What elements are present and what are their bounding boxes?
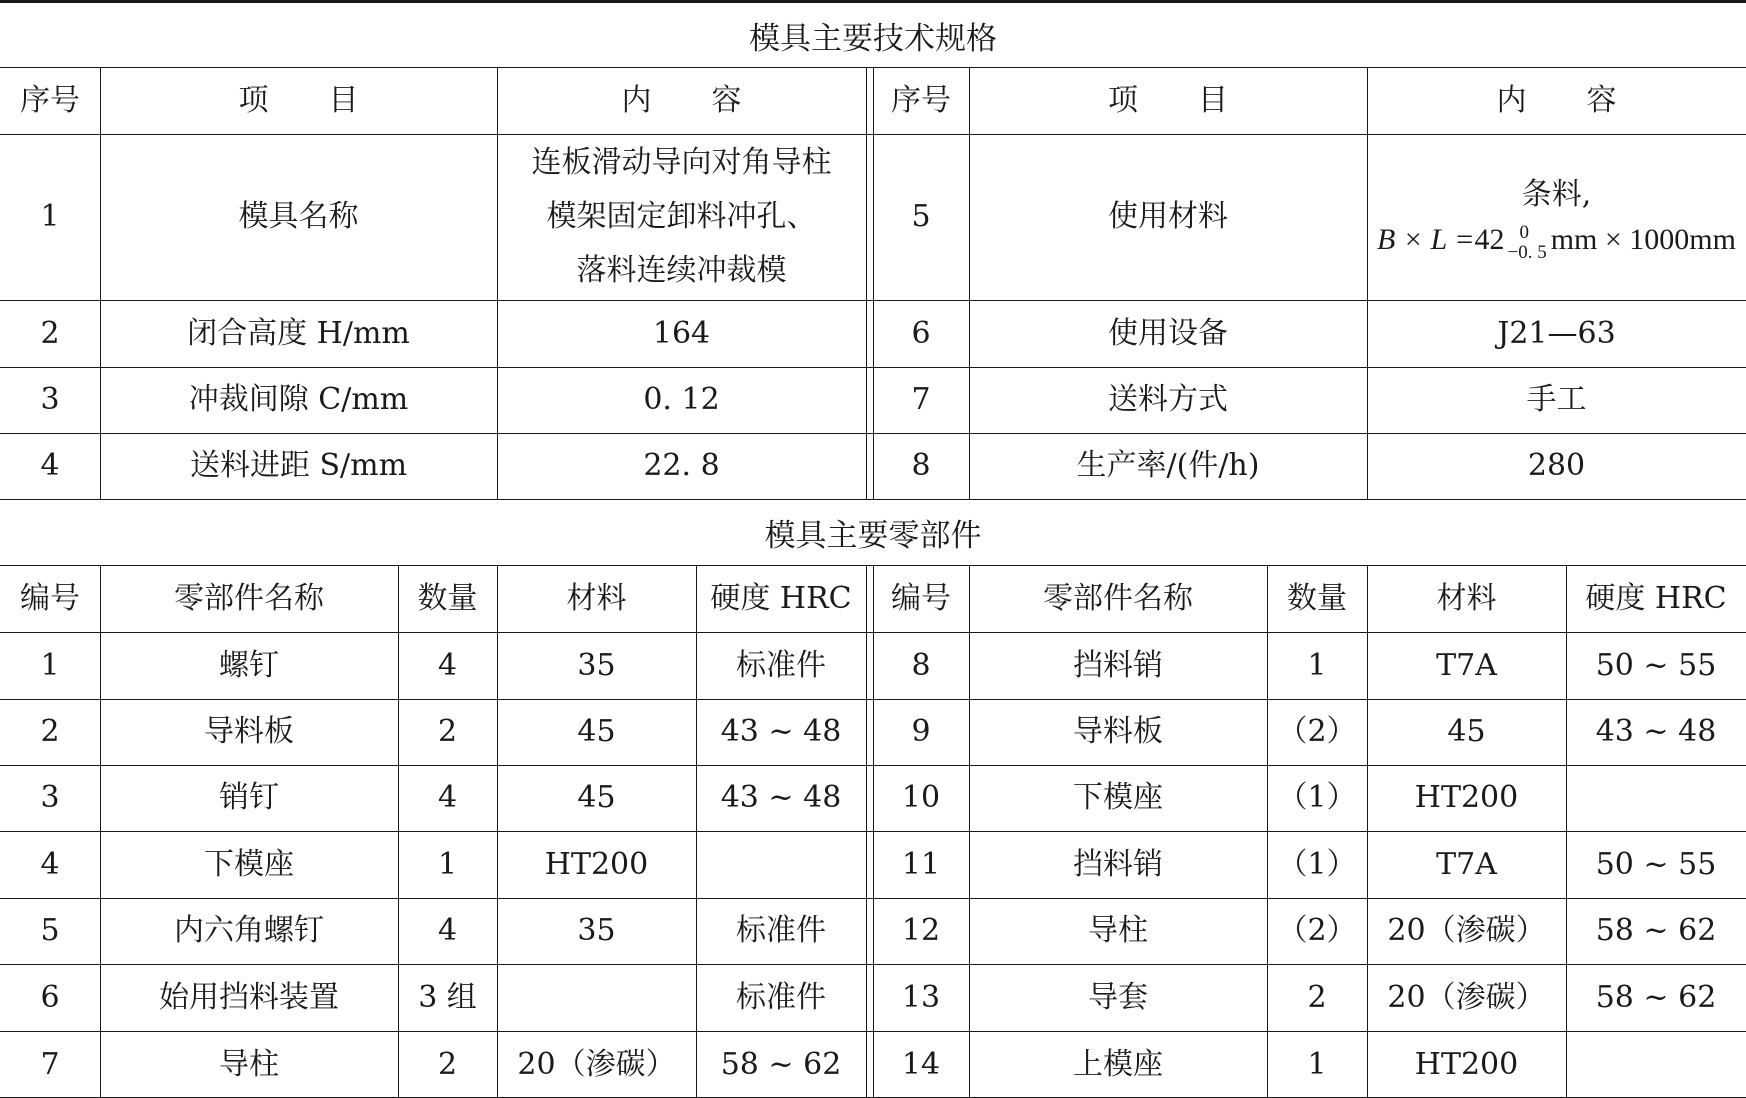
part-name: 导柱 — [219, 1046, 279, 1082]
part-qty: 1 — [1307, 1046, 1327, 1082]
strip-size-formula — [1377, 220, 1736, 263]
part-hardness: 标准件 — [736, 913, 826, 949]
part-name: 始用挡料装置 — [159, 979, 339, 1015]
spec-content-multiline — [497, 134, 866, 300]
column-divider — [969, 67, 970, 499]
spec-no: 2 — [40, 315, 60, 351]
column-divider — [497, 67, 498, 499]
part-qty: 2 — [437, 714, 458, 750]
part-material: T7A — [1436, 647, 1497, 683]
part-hardness: 标准件 — [736, 979, 826, 1015]
column-divider — [696, 565, 697, 1097]
parts-header-qty-left: 数量 — [417, 580, 478, 616]
tolerance-stack — [1507, 223, 1546, 263]
spec-content: 164 — [652, 315, 711, 351]
part-material: 20（渗碳） — [517, 1046, 676, 1082]
tolerance-upper: 0 — [1519, 221, 1529, 243]
part-no: 13 — [901, 979, 941, 1015]
parts-header-name-right: 零部件名称 — [1043, 580, 1193, 616]
spec-table-title: 模具主要技术规格 — [749, 20, 997, 57]
part-name: 导料板 — [1073, 714, 1163, 750]
part-qty: （2） — [1277, 714, 1357, 750]
part-name: 挡料销 — [1073, 846, 1163, 882]
part-no: 1 — [40, 647, 60, 683]
part-name: 内六角螺钉 — [174, 913, 324, 949]
column-divider — [1267, 565, 1268, 1097]
spec-no: 4 — [40, 448, 60, 484]
formula-lhs: B × L = — [1377, 223, 1475, 256]
part-name: 销钉 — [219, 780, 279, 816]
part-hardness: 50 ~ 55 — [1595, 647, 1717, 683]
part-material: 35 — [577, 913, 616, 949]
column-divider — [1367, 565, 1368, 1097]
part-no: 11 — [901, 846, 941, 882]
spec-header-content-right: 内 容 — [1496, 82, 1617, 118]
part-no: 9 — [911, 714, 931, 750]
material-spec-cell — [1367, 134, 1746, 300]
spec-content: 22. 8 — [643, 448, 720, 484]
part-no: 6 — [40, 979, 60, 1015]
spec-item: 使用设备 — [1108, 315, 1228, 351]
part-hardness: 58 ~ 62 — [720, 1046, 842, 1082]
part-hardness: 43 ~ 48 — [1595, 714, 1717, 750]
parts-header-hardness-left: 硬度 HRC — [710, 580, 852, 616]
parts-header-material-right: 材料 — [1436, 580, 1497, 616]
part-name: 导柱 — [1088, 913, 1148, 949]
part-name: 挡料销 — [1073, 647, 1163, 683]
tolerance-lower: −0. 5 — [1507, 241, 1547, 263]
part-hardness — [1566, 1031, 1746, 1098]
part-qty: 3 组 — [418, 979, 477, 1015]
part-name: 下模座 — [1073, 780, 1163, 816]
spec-item: 使用材料 — [1108, 199, 1228, 235]
part-name: 导套 — [1088, 979, 1148, 1015]
part-no: 3 — [40, 780, 60, 816]
spec-content: J21—63 — [1497, 315, 1616, 351]
part-no: 14 — [901, 1046, 941, 1082]
part-material: HT200 — [1414, 780, 1519, 816]
part-material: 20（渗碳） — [1387, 979, 1546, 1015]
spec-item: 生产率/(件/h) — [1076, 448, 1260, 484]
parts-header-no-right: 编号 — [891, 580, 951, 616]
spec-content: 手工 — [1526, 382, 1587, 418]
column-divider — [1566, 565, 1567, 1097]
part-no: 2 — [40, 714, 60, 750]
row-divider — [0, 499, 1746, 500]
part-hardness — [696, 831, 866, 898]
spec-no: 3 — [40, 382, 60, 418]
part-material: HT200 — [544, 846, 649, 882]
formula-rest: mm × 1000mm — [1550, 223, 1736, 256]
part-qty: （1） — [1277, 846, 1357, 882]
parts-header-hardness-right: 硬度 HRC — [1585, 580, 1727, 616]
part-hardness: 标准件 — [736, 647, 826, 683]
spec-header-no-left: 序号 — [20, 82, 80, 118]
column-divider — [866, 565, 867, 1097]
spec-header-item-left: 项 目 — [238, 82, 359, 118]
parts-header-qty-right: 数量 — [1287, 580, 1347, 616]
part-material: 20（渗碳） — [1387, 913, 1546, 949]
spec-header-content-left: 内 容 — [621, 82, 742, 118]
column-divider — [100, 67, 101, 499]
part-name: 导料板 — [204, 714, 294, 750]
column-divider — [1367, 67, 1368, 499]
part-qty: （1） — [1277, 780, 1357, 816]
spec-content: 0. 12 — [643, 382, 720, 418]
part-name: 螺钉 — [219, 647, 279, 683]
part-material: T7A — [1436, 846, 1497, 882]
part-no: 5 — [40, 913, 60, 949]
part-name: 下模座 — [204, 846, 294, 882]
parts-header-no-left: 编号 — [20, 580, 80, 616]
column-divider — [398, 565, 399, 1097]
spec-item: 送料进距 S/mm — [189, 448, 408, 484]
part-qty: 4 — [437, 647, 458, 683]
part-qty: 1 — [1307, 647, 1327, 683]
part-hardness: 43 ~ 48 — [720, 780, 842, 816]
part-no: 4 — [40, 846, 60, 882]
part-qty: 2 — [437, 1046, 458, 1082]
parts-table-title: 模具主要零部件 — [764, 517, 982, 554]
parts-header-material-left: 材料 — [566, 580, 627, 616]
formula-base: 42 — [1474, 223, 1505, 256]
part-qty: 4 — [437, 913, 458, 949]
part-qty: 2 — [1307, 979, 1327, 1015]
column-divider — [497, 565, 498, 1097]
part-no: 10 — [901, 780, 941, 816]
parts-header-name-left: 零部件名称 — [174, 580, 324, 616]
part-hardness: 58 ~ 62 — [1595, 913, 1717, 949]
column-divider — [873, 67, 874, 499]
column-divider — [873, 565, 874, 1097]
spec-item: 模具名称 — [238, 199, 359, 235]
part-material — [497, 964, 696, 1031]
part-qty: 4 — [437, 780, 458, 816]
spec-item: 送料方式 — [1108, 382, 1228, 418]
part-hardness: 43 ~ 48 — [720, 714, 842, 750]
material-label: 条料, — [1521, 176, 1592, 212]
spec-no: 8 — [911, 448, 931, 484]
spec-content-line: 落料连续冲裁模 — [576, 253, 787, 288]
spec-no: 7 — [911, 382, 931, 418]
spec-item: 冲裁间隙 C/mm — [188, 382, 409, 418]
spec-header-no-right: 序号 — [891, 82, 951, 118]
part-hardness: 50 ~ 55 — [1595, 846, 1717, 882]
part-no: 8 — [911, 647, 931, 683]
spec-no: 1 — [40, 199, 60, 235]
column-divider — [969, 565, 970, 1097]
column-divider — [100, 565, 101, 1097]
part-no: 7 — [40, 1046, 60, 1082]
spec-content-line: 模架固定卸料冲孔、 — [546, 199, 817, 234]
part-material: 45 — [577, 714, 616, 750]
spec-content-line: 连板滑动导向对角导柱 — [531, 145, 832, 180]
spec-header-item-right: 项 目 — [1108, 82, 1228, 118]
spec-item: 闭合高度 H/mm — [187, 315, 410, 351]
part-material: 45 — [1447, 714, 1486, 750]
part-no: 12 — [901, 913, 941, 949]
part-material: HT200 — [1414, 1046, 1519, 1082]
spec-no: 5 — [911, 199, 931, 235]
part-qty: （2） — [1277, 913, 1357, 949]
part-qty: 1 — [437, 846, 458, 882]
spec-content: 280 — [1527, 448, 1586, 484]
part-material: 45 — [577, 780, 616, 816]
part-material: 35 — [577, 647, 616, 683]
part-name: 上模座 — [1073, 1046, 1163, 1082]
part-hardness — [1566, 765, 1746, 831]
spec-no: 6 — [911, 315, 931, 351]
column-divider — [866, 67, 867, 499]
part-hardness: 58 ~ 62 — [1595, 979, 1717, 1015]
